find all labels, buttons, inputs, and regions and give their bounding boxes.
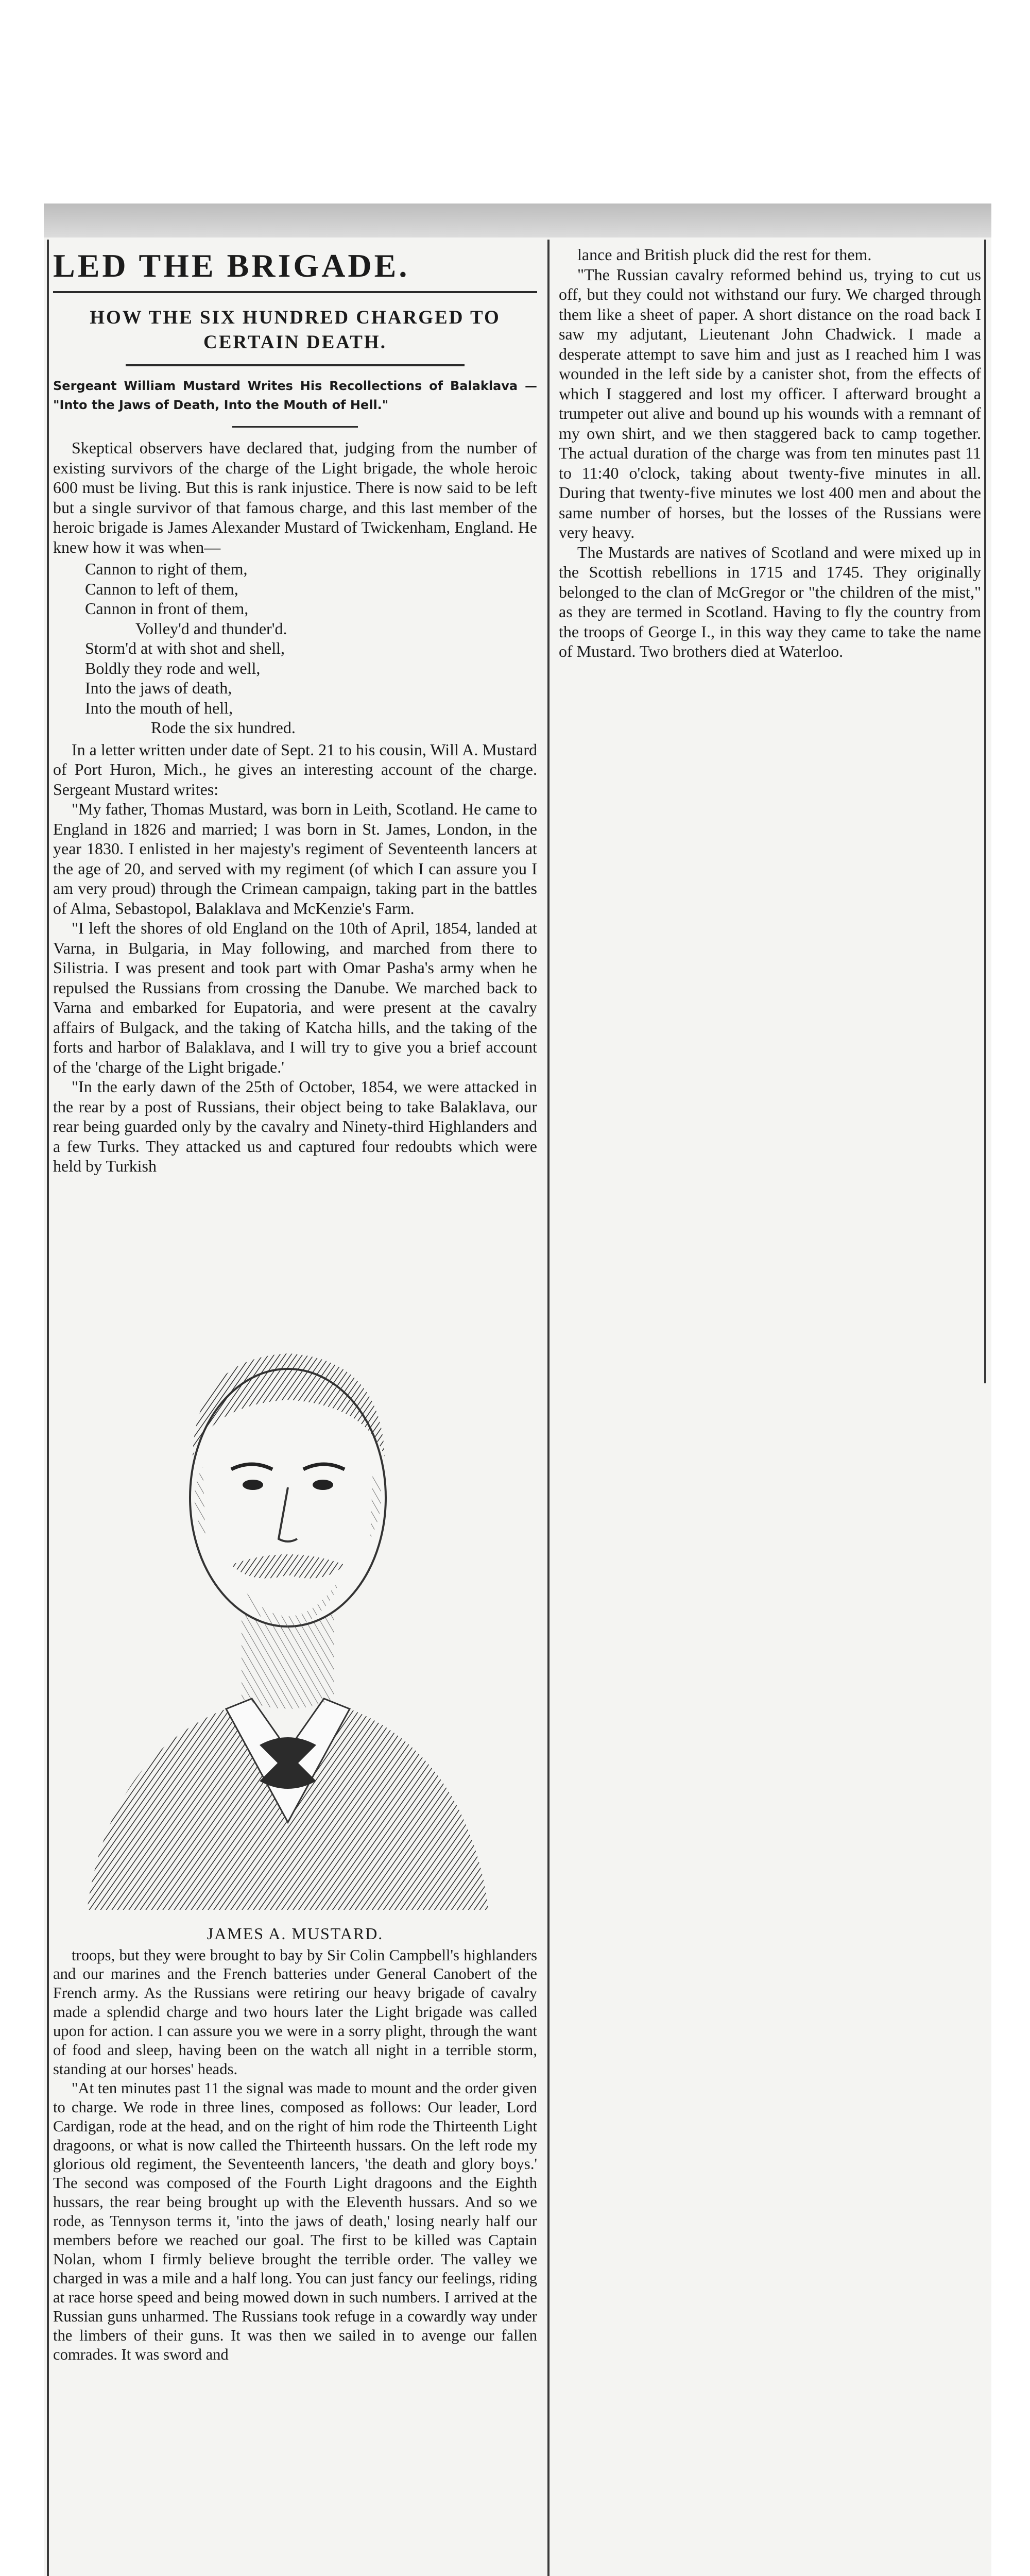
- scan-top-edge: [44, 204, 991, 238]
- troops-paragraph: troops, but they were brought to bay by Sir Colin Campbell's highlanders and our marines and the French batteries under General Canobert of the French army. As the Russians were retiring our heavy brigade of cavalry made a splendid charge and two hours later the Light brigade was called upon for action. I can assure you we were in a sorry plight, through the want of food and sleep, having been on the watch all night in a terrible storm, standing at our horses' heads.: [53, 1946, 537, 2078]
- byline-rule: [232, 426, 358, 428]
- mustard-family-paragraph: The Mustards are natives of Scotland and were mixed up in the Scottish rebellions in 1715 and 1745. They originally belonged to the clan of McGregor or "the children of the mist," as they are termed in Scotland. Having to fly the country from the troops of George I., in this way they came to take the name of Mustard. Two brothers died at Waterloo.: [559, 543, 981, 660]
- letter-intro-paragraph: In a letter written under date of Sept. 21 to his cousin, Will A. Mustard of Port Huron, Mich., he gives an interesting account of the charge. Sergeant Mustard writes:: [53, 740, 537, 799]
- portrait-engraving: [56, 1189, 520, 1920]
- poem-quote: [53, 559, 537, 738]
- poem-line: Into the mouth of hell,: [85, 698, 233, 717]
- poem-line: Volley'd and thunder'd.: [135, 619, 287, 638]
- column-divider: [547, 240, 550, 2576]
- poem-line: Boldly they rode and well,: [85, 658, 261, 677]
- left-column: [53, 245, 537, 2364]
- byline: Sergeant William Mustard Writes His Recollections of Balaklava — "Into the Jaws of Death, Into the Mouth of Hell.": [53, 379, 537, 412]
- portrait-figure: [87, 1353, 489, 1910]
- intro-paragraph: Skeptical observers have declared that, judging from the number of existing survivors of the charge of the Light brigade, the whole heroic 600 must be living. But this is rank injustice. There is now said to be left but a single survivor of that famous charge, and this last member of the heroic brigade is James Alexander Mustard of Twickenham, England. He knew how it was when—: [53, 438, 537, 556]
- continued-paragraph: lance and British pluck did the rest for them.: [577, 245, 872, 264]
- father-paragraph: "My father, Thomas Mustard, was born in Leith, Scotland. He came to England in 1826 and married; I was born in St. James, London, in the year 1830. I enlisted in her majesty's regiment of Seventeenth lancers at the age of 20, and served with my regiment (of which I can assure you I am very proud) through the Crimean campaign, taking part in the battles of Alma, Sebastopol, Balaklava and McKenzie's Farm.: [53, 800, 537, 918]
- portrait-caption: JAMES A. MUSTARD.: [207, 1924, 384, 1943]
- newspaper-scan: [44, 204, 991, 2576]
- poem-line: Cannon in front of them,: [85, 599, 249, 618]
- poem-line: Storm'd at with shot and shell,: [85, 639, 285, 657]
- poem-line: Into the jaws of death,: [85, 679, 232, 697]
- charge-signal-paragraph: "At ten minutes past 11 the signal was made to mount and the order given to charge. We rode in three lines, composed as follows: Our leader, Lord Cardigan, rode at the head, and on the right of him rode the Thirteenth Light dragoons, or what is now called the Thirteenth hussars. On the left rode my glorious old regiment, the Seventeenth lancers, 'the death and glory boys.' The second was composed of the Fourth Light dragoons and the Eighth hussars, the rear being brought up with the Eleventh hussars. And so we rode, as Tennyson terms it, 'into the jaws of death,' losing nearly half our members before we reached our goal. The first to be killed was Captain Nolan, whom I firmly believe brought the terrible order. The valley we charged in was a mile and a half long. You can just fancy our feelings, riding at race horse speed and being mowed down in such numbers. I arrived at the Russian guns unharmed. The Russians took refuge in a cowardly way under the limbers of their guns. It was then we sailed in to avenge our fallen comrades. It was sword and: [53, 2079, 537, 2363]
- early-dawn-paragraph: "In the early dawn of the 25th of October, 1854, we were attacked in the rear by a post of Russians, their object being to take Balaklava, our rear being guarded only by the cavalry and Ninety-third Highlanders and a few Turks. They attacked us and captured four redoubts which were held by Turkish: [53, 1077, 537, 1175]
- headline: LED THE BRIGADE.: [53, 245, 537, 293]
- departure-paragraph: "I left the shores of old England on the 10th of April, 1854, landed at Varna, in Bulgaria, in May following, and marched from there to Silistria. I was present and took part with Omar Pasha's army when he repulsed the Russians from crossing the Danube. We marched back to Varna and embarked for Eupatoria, and were present at the cavalry affairs of Bulgack, and the taking of Katcha hills, and the taking of the forts and harbor of Balaklava, and I will try to give you a brief account of the 'charge of the Light brigade.': [53, 919, 537, 1076]
- russian-cavalry-paragraph: "The Russian cavalry reformed behind us, trying to cut us off, but they could not withstand our fury. We charged through them like a sheet of paper. A short distance on the road back I saw my adjutant, Lieutenant John Chadwick. I made a desperate attempt to save him and just as I reached him I was wounded in the left side by a canister shot, from the effects of which I staggered and lost my officer. I afterward brought a trumpeter out alive and bound up his wounds with a remnant of my own shirt, and we then staggered back to camp together. The actual duration of the charge was from ten minutes past 11 to 11:40 o'clock, taking about twenty-five minutes in all. During that twenty-five minutes we lost 400 men and about the same number of horses, but the losses of the Russians were very heavy.: [559, 265, 981, 541]
- right-column: [559, 245, 981, 662]
- poem-line: Cannon to left of them,: [85, 579, 238, 598]
- left-column-rule: [47, 240, 49, 2576]
- subhead-rule: [126, 364, 465, 366]
- right-column-rule: [984, 240, 986, 1383]
- poem-line: Rode the six hundred.: [151, 718, 296, 737]
- poem-line: Cannon to right of them,: [85, 560, 248, 578]
- subheadline: HOW THE SIX HUNDRED CHARGED TO CERTAIN DEATH.: [90, 307, 501, 353]
